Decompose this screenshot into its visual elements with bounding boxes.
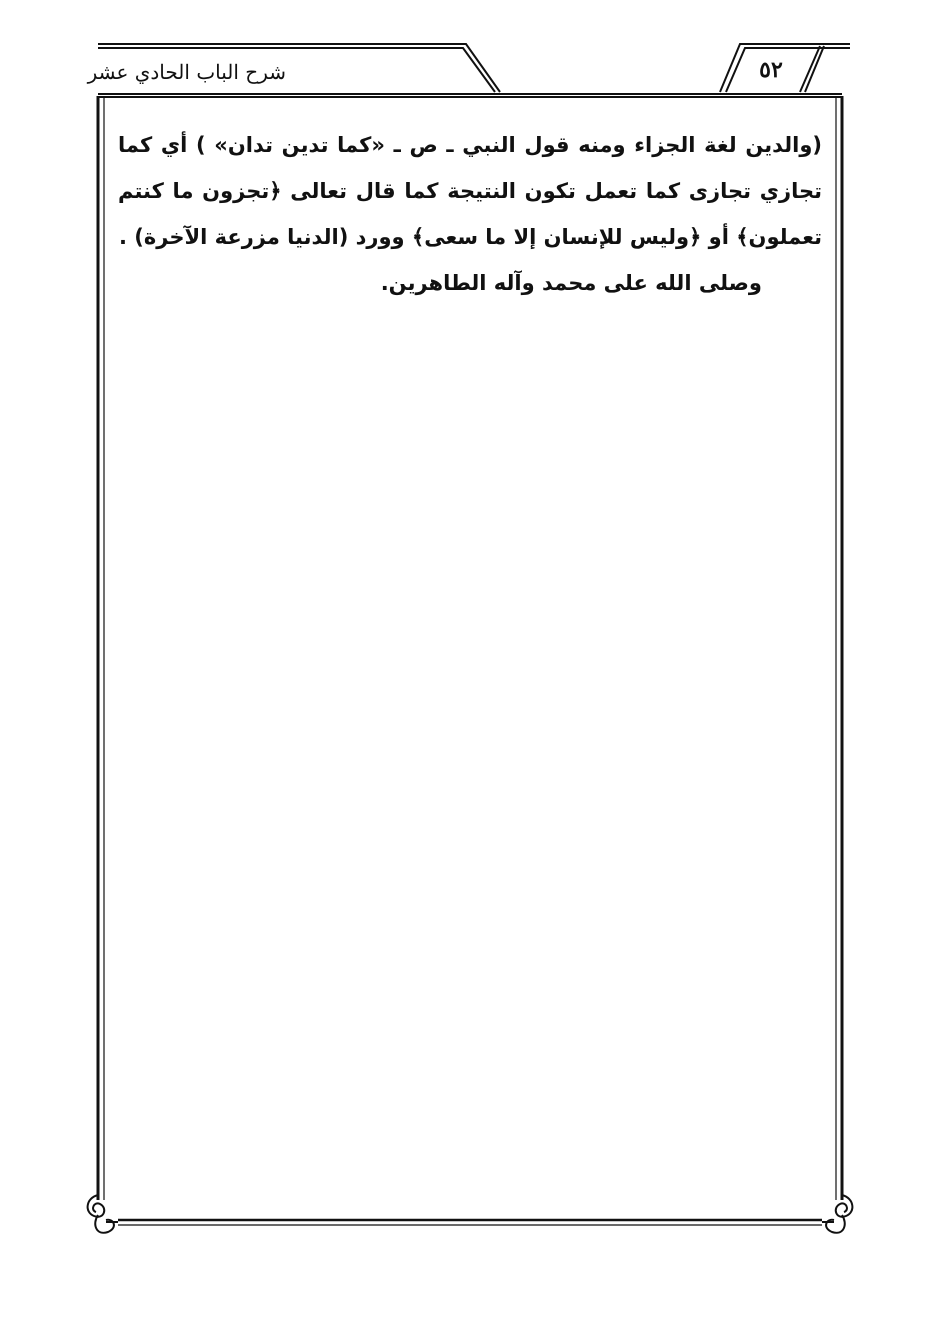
corner-ornament-right <box>822 1195 852 1233</box>
page-number: ٥٢ <box>759 57 783 83</box>
paragraph: (والدين لغة الجزاء ومنه قول النبي ـ ص ـ «كما تدين تدان» ) أي كما تجازي تجازى كما تعمل تكون النتيجة كما قال تعالى ﴿تجزون ما كنتم تعملون﴾ أو ﴿وليس للإنسان إلا ما سعى﴾ وورد (الدنيا مزرعة الآخرة) . <box>118 133 822 249</box>
running-header-title: شرح الباب الحادي عشر <box>87 60 286 84</box>
body-text <box>118 122 822 306</box>
corner-ornament-left <box>88 1195 118 1233</box>
closing-line: وصلى الله على محمد وآله الطاهرين. <box>380 271 762 295</box>
